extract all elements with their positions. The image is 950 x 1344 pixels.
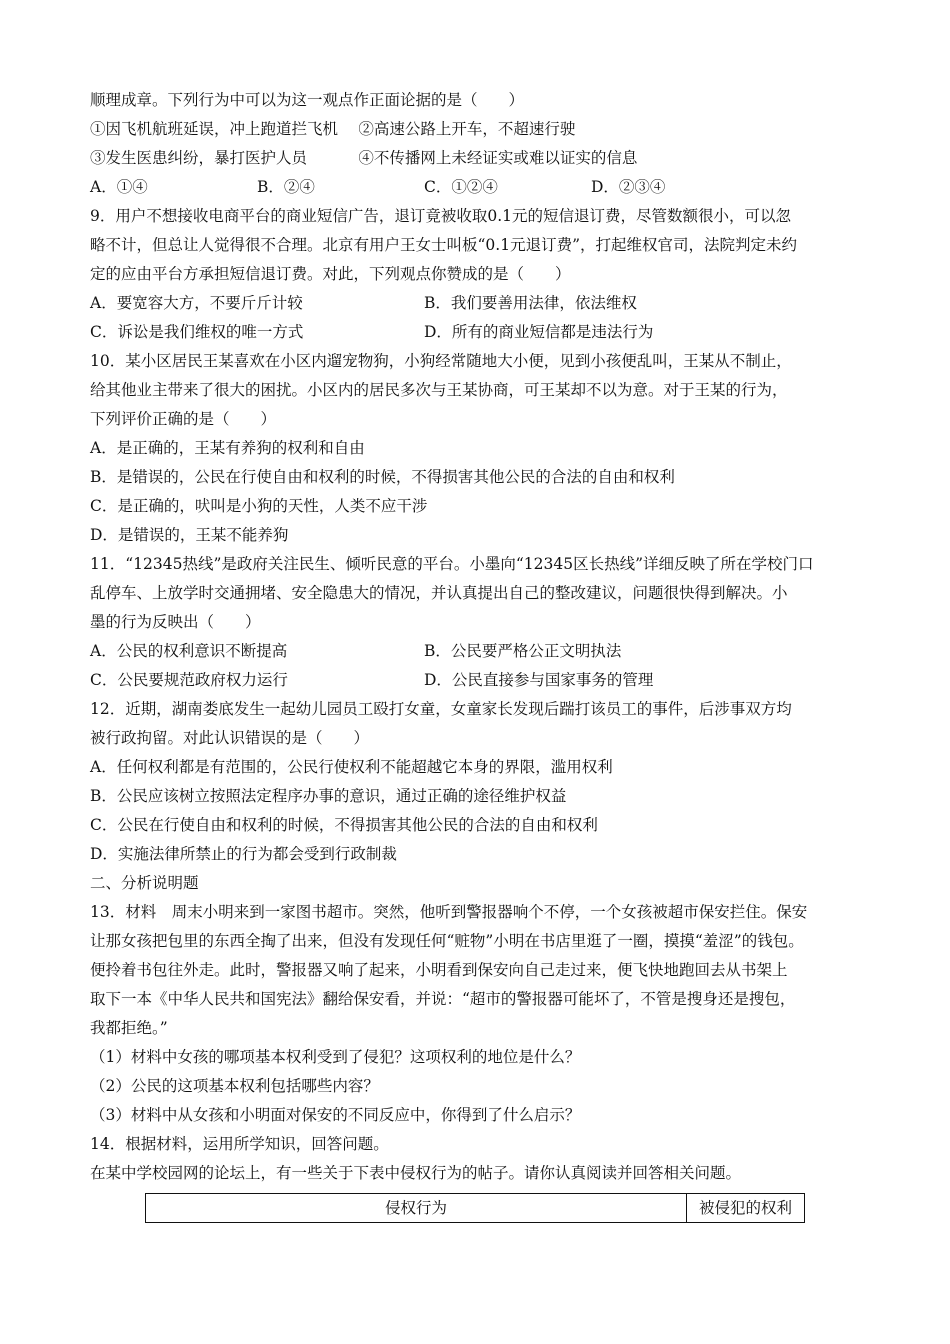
q10-option-a[interactable]: A．是正确的，王某有养狗的权利和自由	[90, 439, 365, 457]
q9-line-1: 9．用户不想接收电商平台的商业短信广告，退订竟被收取0.1元的短信退订费，尽管数额很小，可以忽	[90, 207, 792, 225]
table-header-right: 被侵犯的权利	[698, 1199, 792, 1217]
q8-option-b[interactable]: B．②④	[257, 178, 315, 196]
table-header-behavior: 侵权行为	[146, 1194, 687, 1222]
q10-line-2: 给其他业主带来了很大的困扰。小区内的居民多次与王某协商，可王某却不以为意。对于王某的行为，	[90, 381, 788, 399]
q13-question-1: （1）材料中女孩的哪项基本权利受到了侵犯？这项权利的地位是什么？	[90, 1048, 581, 1066]
q10-line-3: 下列评价正确的是（ ）	[90, 410, 277, 428]
q13-question-3: （3）材料中从女孩和小明面对保安的不同反应中，你得到了什么启示？	[90, 1106, 581, 1124]
document-page	[90, 86, 862, 1188]
q12-option-d[interactable]: D．实施法律所禁止的行为都会受到行政制裁	[90, 845, 397, 863]
q12-option-a[interactable]: A．任何权利都是有范围的，公民行使权利不能超越它本身的界限，滥用权利	[90, 758, 613, 776]
q9-options-row-1	[90, 289, 862, 318]
q13-line-4: 取下一本《中华人民共和国宪法》翻给保安看，并说：“超市的警报器可能坏了，不管是搜身还是搜包，	[90, 990, 796, 1008]
q11-option-c[interactable]: C．公民要规范政府权力运行	[90, 671, 288, 689]
q8-items-2: ③发生医患纠纷，暴打医护人员 ④不传播网上未经证实或难以证实的信息	[90, 149, 638, 167]
q14-line-1: 14．根据材料，运用所学知识，回答问题。	[90, 1135, 389, 1153]
q12-line-1: 12．近期，湖南娄底发生一起幼儿园员工殴打女童，女童家长发现后踹打该员工的事件，后涉事双方均	[90, 700, 792, 718]
q11-options-row-2	[90, 666, 862, 695]
q11-option-b[interactable]: B．公民要严格公正文明执法	[424, 642, 622, 660]
q12-line-2: 被行政拘留。对此认识错误的是（ ）	[90, 729, 370, 747]
q8-items-1: ①因飞机航班延误，冲上跑道拦飞机 ②高速公路上开车，不超速行驶	[90, 120, 576, 138]
q12-option-c[interactable]: C．公民在行使自由和权利的时候，不得损害其他公民的合法的自由和权利	[90, 816, 598, 834]
section-heading: 二、分析说明题	[90, 874, 199, 892]
q9-option-d[interactable]: D．所有的商业短信都是违法行为	[424, 323, 654, 341]
q9-line-2: 略不计，但总让人觉得很不合理。北京有用户王女士叫板“0.1元退订费”，打起维权官司，法院判定未约	[90, 236, 798, 254]
q10-option-b[interactable]: B．是错误的，公民在行使自由和权利的时候，不得损害其他公民的合法的自由和权利	[90, 468, 675, 486]
q10-line-1: 10．某小区居民王某喜欢在小区内遛宠物狗，小狗经常随地大小便，见到小孩便乱叫，王某从不制止，	[90, 352, 792, 370]
q11-option-d[interactable]: D．公民直接参与国家事务的管理	[424, 671, 654, 689]
infringement-table	[145, 1193, 805, 1223]
q13-line-3: 便拎着书包往外走。此时，警报器又响了起来，小明看到保安向自己走过来，便飞快地跑回去从书架上	[90, 961, 788, 979]
q8-option-d[interactable]: D．②③④	[591, 178, 666, 196]
q9-option-c[interactable]: C．诉讼是我们维权的唯一方式	[90, 323, 304, 341]
q12-option-b[interactable]: B．公民应该树立按照法定程序办事的意识，通过正确的途径维护权益	[90, 787, 567, 805]
q13-question-2: （2）公民的这项基本权利包括哪些内容？	[90, 1077, 379, 1095]
q8-stem-end: 顺理成章。下列行为中可以为这一观点作正面论据的是（ ）	[90, 91, 525, 109]
q11-line-3: 墨的行为反映出（ ）	[90, 613, 261, 631]
q10-option-c[interactable]: C．是正确的，吠叫是小狗的天性，人类不应干涉	[90, 497, 428, 515]
q11-line-2: 乱停车、上放学时交通拥堵、安全隐患大的情况，并认真提出自己的整改建议，问题很快得到解决。小	[90, 584, 788, 602]
q9-line-3: 定的应由平台方承担短信退订费。对此，下列观点你赞成的是（ ）	[90, 265, 571, 283]
q9-option-a[interactable]: A．要宽容大方，不要斤斤计较	[90, 294, 303, 312]
q14-line-2: 在某中学校园网的论坛上，有一些关于下表中侵权行为的帖子。请你认真阅读并回答相关问题。	[90, 1164, 742, 1182]
q13-line-1: 13．材料 周末小明来到一家图书超市。突然，他听到警报器响个不停，一个女孩被超市保安拦住。保安	[90, 903, 808, 921]
q9-option-b[interactable]: B．我们要善用法律，依法维权	[424, 294, 637, 312]
q8-options	[90, 173, 862, 202]
q8-option-a[interactable]: A．①④	[90, 178, 148, 196]
q13-line-5: 我都拒绝。”	[90, 1019, 168, 1037]
q11-line-1: 11．“12345热线”是政府关注民生、倾听民意的平台。小墨向“12345区长热线”详细反映了所在学校门口	[90, 555, 814, 573]
q11-option-a[interactable]: A．公民的权利意识不断提高	[90, 642, 288, 660]
q11-options-row-1	[90, 637, 862, 666]
q10-option-d[interactable]: D．是错误的，王某不能养狗	[90, 526, 289, 544]
q13-line-2: 让那女孩把包里的东西全掏了出来，但没有发现任何“赃物”小明在书店里逛了一圈，摸摸“羞涩”的钱包。	[90, 932, 804, 950]
q8-option-c[interactable]: C．①②④	[424, 178, 498, 196]
q9-options-row-2	[90, 318, 862, 347]
